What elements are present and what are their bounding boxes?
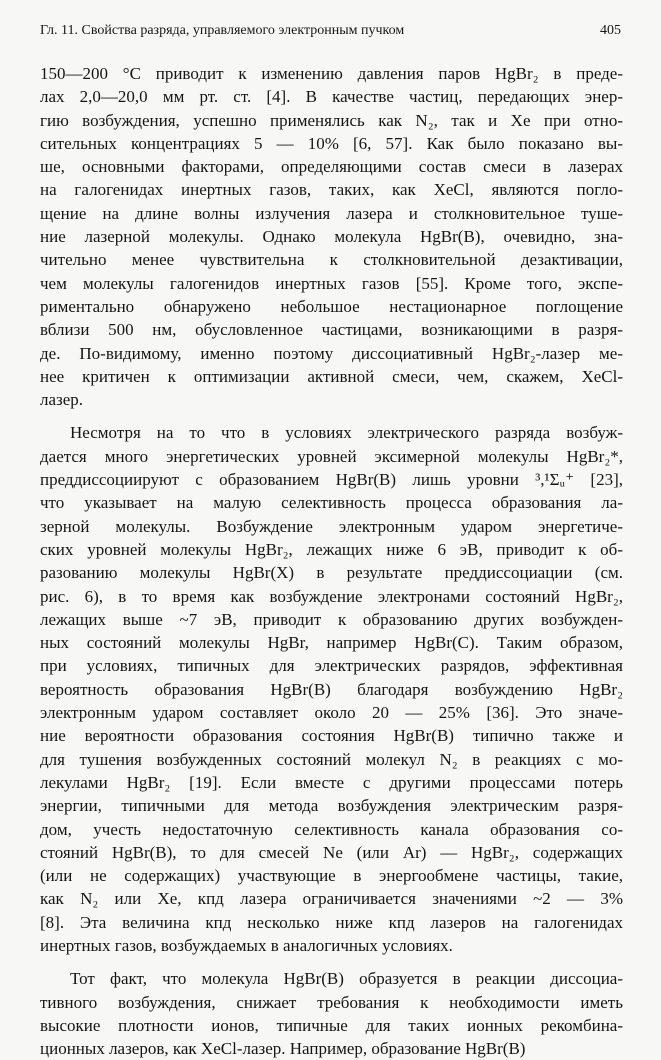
text-line: ше, основными факторами, определяющими состав смеси в лазерах [40, 157, 623, 177]
text-line: Тот факт, что молекула HgBr(B) образуется в реакции диссоциа- [70, 969, 623, 989]
page-number: 405 [600, 23, 621, 38]
text-line: разованию молекулы HgBr(X) в результате преддиссоциации (см. [40, 563, 623, 583]
text-line: энергии, типичными для метода возбуждения электрическим разря- [40, 796, 623, 816]
text-line: ционных лазеров, как XeCl-лазер. Например, образование HgBr(B) [40, 1039, 526, 1059]
paragraph [40, 967, 623, 1060]
text-line: де. По-видимому, именно поэтому диссоциативный HgBr₂-лазер ме- [40, 343, 623, 363]
text-line: щение на длине волны излучения лазера и столкновительное туше- [40, 203, 623, 223]
text-line: преддиссоциируют с образованием HgBr(B) лишь уровни ³,¹Σᵤ⁺ [23], [40, 470, 623, 490]
body-text [40, 62, 623, 1060]
text-line: как N₂ или Xe, кпд лазера ограничивается значениями ~2 — 3% [40, 889, 623, 909]
text-line: нее критичен к оптимизации активной смеси, чем, скажем, XeCl- [40, 366, 623, 386]
text-line: для тушения возбужденных состояний молекул N₂ в реакциях с мо- [40, 749, 623, 769]
paragraph [40, 421, 623, 957]
paragraph [40, 62, 623, 411]
text-line: Несмотря на то что в условиях электрического разряда возбуж- [70, 423, 623, 443]
text-line: на галогенидах инертных газов, таких, как XeCl, являются погло- [40, 180, 623, 200]
text-line: ных состояний молекулы HgBr, например HgBr(C). Таким образом, [40, 633, 623, 653]
text-line: чем молекулы галогенидов инертных газов [55]. Кроме того, экспе- [40, 273, 623, 293]
text-line: что указывает на малую селективность процесса образования ла- [40, 493, 623, 513]
text-line: (или не содержащих) участвующие в энергообмене частицы, такие, [40, 866, 623, 886]
text-line: вблизи 500 нм, обусловленное частицами, возникающими в разря- [40, 320, 623, 340]
text-line: тивного возбуждения, снижает требования к необходимости иметь [40, 992, 623, 1012]
text-line: лекулами HgBr₂ [19]. Если вместе с другими процессами потерь [40, 772, 623, 792]
text-line: ние лазерной молекулы. Однако молекула HgBr(B), очевидно, зна- [40, 227, 623, 247]
text-line: [8]. Эта величина кпд несколько ниже кпд лазеров на галогенидах [40, 912, 623, 932]
text-line: ских уровней молекулы HgBr₂, лежащих ниже 6 эВ, приводит к об- [40, 539, 623, 559]
text-line: лах 2,0—20,0 мм рт. ст. [4]. В качестве частиц, передающих энер- [40, 87, 623, 107]
running-title: Гл. 11. Свойства разряда, управляемого электронным пучком [40, 23, 405, 38]
text-line: дается много энергетических уровней эксимерной молекулы HgBr₂*, [40, 446, 623, 466]
text-line: ние вероятности образования состояния HgBr(B) типично также и [40, 726, 623, 746]
text-line: чительно менее чувствительна к столкновительной дезактивации, [40, 250, 623, 270]
text-line: зерной молекулы. Возбуждение электронным ударом энергетиче- [40, 516, 623, 536]
text-line: высокие плотности ионов, типичные для таких ионных рекомбина- [40, 1015, 623, 1035]
text-line: дом, учесть недостаточную селективность канала образования со- [40, 819, 623, 839]
text-line: инертных газов, возбуждаемых в аналогичных условиях. [40, 935, 453, 955]
text-line: лазер. [40, 390, 84, 410]
text-line: электронным ударом составляет около 20 — 25% [36]. Это значе- [40, 703, 623, 723]
text-line: стояний HgBr(B), то для смесей Ne (или Ar) — HgBr₂, содержащих [40, 842, 623, 862]
text-line: при условиях, типичных для электрических разрядов, эффективная [40, 656, 623, 676]
text-line: рис. 6), в то время как возбуждение электронами состояний HgBr₂, [40, 586, 623, 606]
text-line: лежащих выше ~7 эВ, приводит к образованию других возбужден- [40, 609, 623, 629]
text-line: риментально обнаружено небольшое нестационарное поглощение [40, 296, 623, 316]
text-line: сительных концентрациях 5 — 10% [6, 57]. Как было показано вы- [40, 133, 623, 153]
text-line: гию возбуждения, успешно применялись как N₂, так и Xe при отно- [40, 110, 623, 130]
text-line: 150—200 °С приводит к изменению давления паров HgBr₂ в преде- [40, 64, 623, 83]
text-line: вероятность образования HgBr(B) благодаря возбуждению HgBr₂ [40, 679, 623, 699]
